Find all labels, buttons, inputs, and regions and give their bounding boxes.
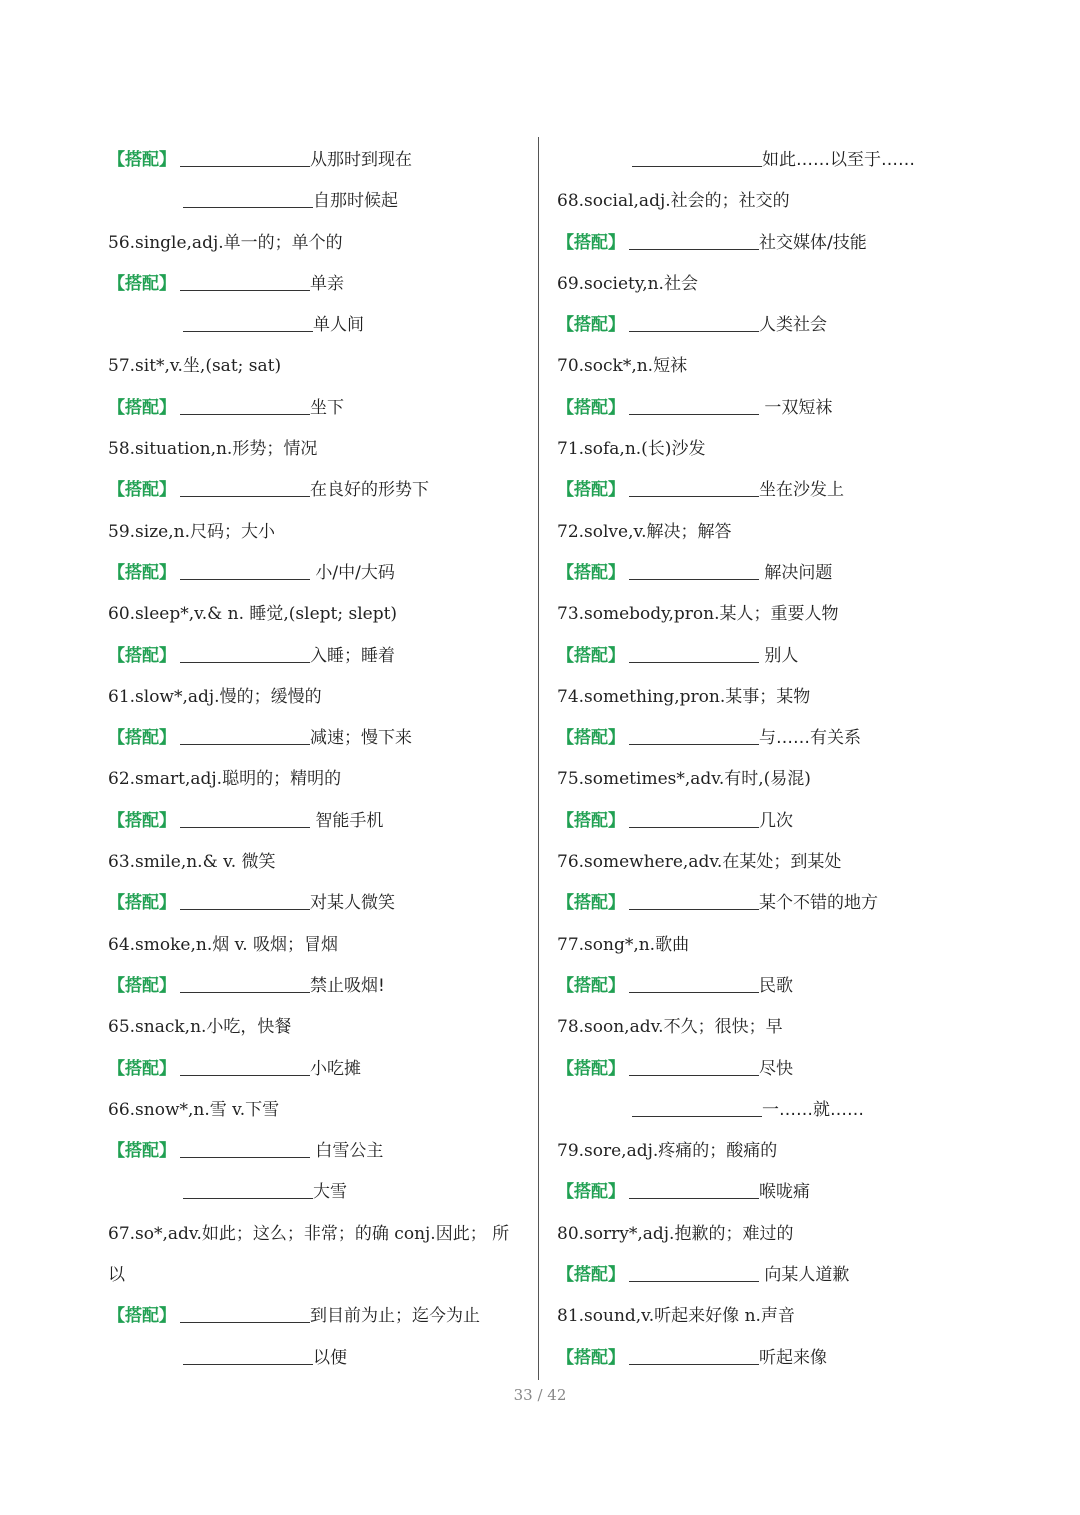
- collocation-meaning: 小/中/大码: [310, 562, 395, 583]
- collocation-meaning: 坐在沙发上: [759, 480, 844, 501]
- vocab-entry: [557, 264, 977, 305]
- vocab-entry: [557, 594, 977, 635]
- collocation-row: [557, 470, 977, 511]
- collocation-row: [557, 1172, 977, 1213]
- collocation-meaning: 大雪: [313, 1182, 347, 1203]
- collocation-row: [108, 1338, 528, 1379]
- fill-in-blank: [629, 642, 759, 663]
- collocation-tag: 【搭配】: [557, 810, 625, 831]
- entry-text: 79.sore,adj.疼痛的；酸痛的: [557, 1141, 778, 1162]
- collocation-meaning: 几次: [759, 810, 793, 831]
- fill-in-blank: [180, 972, 310, 993]
- collocation-tag: 【搭配】: [108, 480, 176, 501]
- fill-in-blank: [629, 1055, 759, 1076]
- vocab-entry: [108, 512, 528, 553]
- collocation-tag: 【搭配】: [557, 728, 625, 749]
- collocation-row: [557, 883, 977, 924]
- collocation-meaning: 解决问题: [759, 562, 833, 583]
- collocation-meaning: 白雪公主: [310, 1141, 384, 1162]
- collocation-tag: 【搭配】: [108, 893, 176, 914]
- collocation-meaning: 向某人道歉: [759, 1265, 850, 1286]
- vocab-entry: [108, 759, 528, 800]
- vocab-entry: [108, 594, 528, 635]
- collocation-tag: 【搭配】: [557, 315, 625, 336]
- fill-in-blank: [629, 1344, 759, 1365]
- collocation-meaning: 自那时候起: [313, 191, 398, 212]
- collocation-tag: 【搭配】: [557, 1347, 625, 1368]
- collocation-row: [108, 140, 528, 181]
- collocation-row: [557, 305, 977, 346]
- collocation-row: [108, 553, 528, 594]
- fill-in-blank: [629, 972, 759, 993]
- entry-text: 76.somewhere,adv.在某处；到某处: [557, 852, 842, 873]
- collocation-meaning: 听起来像: [759, 1347, 827, 1368]
- fill-in-blank: [629, 476, 759, 497]
- vocab-entry: [557, 925, 977, 966]
- collocation-row: [557, 223, 977, 264]
- collocation-meaning: 坐下: [310, 397, 344, 418]
- vocab-entry: [108, 1090, 528, 1131]
- entry-text: 64.smoke,n.烟 v. 吸烟；冒烟: [108, 934, 339, 955]
- right-column: [557, 140, 977, 1379]
- fill-in-blank: [629, 229, 759, 250]
- collocation-row: [108, 1049, 528, 1090]
- collocation-row: [557, 1090, 977, 1131]
- collocation-row: [108, 883, 528, 924]
- vocab-entry: [557, 1131, 977, 1172]
- entry-text: 以: [108, 1265, 125, 1286]
- entry-text: 77.song*,n.歌曲: [557, 934, 690, 955]
- entry-text: 71.sofa,n.(长)沙发: [557, 439, 706, 460]
- column-divider: [538, 137, 539, 1380]
- fill-in-blank: [180, 476, 310, 497]
- vocab-entry: [557, 759, 977, 800]
- entry-text: 73.somebody,pron.某人；重要人物: [557, 604, 839, 625]
- fill-in-blank: [180, 270, 310, 291]
- vocab-entry: [108, 1007, 528, 1048]
- collocation-tag: 【搭配】: [108, 728, 176, 749]
- collocation-tag: 【搭配】: [557, 1058, 625, 1079]
- collocation-meaning: 减速；慢下来: [310, 728, 412, 749]
- fill-in-blank: [180, 1302, 310, 1323]
- vocab-entry: [108, 925, 528, 966]
- collocation-tag: 【搭配】: [557, 1265, 625, 1286]
- collocation-row: [108, 1172, 528, 1213]
- fill-in-blank: [180, 394, 310, 415]
- fill-in-blank: [629, 394, 759, 415]
- entry-text: 63.smile,n.& v. 微笑: [108, 852, 276, 873]
- collocation-row: [557, 140, 977, 181]
- collocation-meaning: 禁止吸烟!: [310, 975, 385, 996]
- entry-text: 78.soon,adv.不久；很快；早: [557, 1017, 783, 1038]
- collocation-tag: 【搭配】: [108, 562, 176, 583]
- fill-in-blank: [183, 1178, 313, 1199]
- entry-text: 81.sound,v.听起来好像 n.声音: [557, 1306, 795, 1327]
- collocation-meaning: 从那时到现在: [310, 150, 412, 170]
- fill-in-blank: [180, 1055, 310, 1076]
- fill-in-blank: [183, 311, 313, 332]
- entry-text: 75.sometimes*,adv.有时,(易混): [557, 769, 811, 790]
- collocation-meaning: 在良好的形势下: [310, 480, 429, 501]
- collocation-row: [108, 636, 528, 677]
- fill-in-blank: [180, 559, 310, 580]
- fill-in-blank: [180, 642, 310, 663]
- fill-in-blank: [629, 1261, 759, 1282]
- entry-text: 58.situation,n.形势；情况: [108, 439, 318, 460]
- vocab-entry: [557, 181, 977, 222]
- collocation-tag: 【搭配】: [557, 562, 625, 583]
- collocation-row: [557, 966, 977, 1007]
- collocation-meaning: 别人: [759, 645, 799, 666]
- collocation-tag: 【搭配】: [108, 1141, 176, 1162]
- collocation-row: [557, 1255, 977, 1296]
- fill-in-blank: [183, 187, 313, 208]
- vocab-entry: [108, 842, 528, 883]
- collocation-row: [108, 305, 528, 346]
- fill-in-blank: [180, 146, 310, 167]
- vocab-entry: [108, 223, 528, 264]
- fill-in-blank: [632, 146, 762, 167]
- collocation-row: [108, 181, 528, 222]
- collocation-row: [557, 1338, 977, 1379]
- entry-text: 67.so*,adv.如此；这么；非常；的确 conj.因此； 所: [108, 1223, 510, 1244]
- vocab-entry: [557, 512, 977, 553]
- collocation-row: [108, 1131, 528, 1172]
- collocation-meaning: 一双短袜: [759, 397, 833, 418]
- collocation-meaning: 单人间: [313, 315, 364, 336]
- vocab-entry: [108, 677, 528, 718]
- page-number: 33 / 42: [513, 1386, 567, 1404]
- collocation-tag: 【搭配】: [557, 893, 625, 914]
- collocation-row: [557, 388, 977, 429]
- vocab-entry: [557, 842, 977, 883]
- entry-text: 69.society,n.社会: [557, 273, 698, 294]
- collocation-meaning: 民歌: [759, 975, 793, 996]
- collocation-tag: 【搭配】: [557, 397, 625, 418]
- vocab-entry: [557, 677, 977, 718]
- fill-in-blank: [180, 724, 310, 745]
- entry-text: 57.sit*,v.坐,(sat; sat): [108, 356, 282, 377]
- collocation-tag: 【搭配】: [108, 397, 176, 418]
- entry-text: 80.sorry*,adj.抱歉的；难过的: [557, 1223, 794, 1244]
- collocation-meaning: 对某人微笑: [310, 893, 395, 914]
- entry-text: 65.snack,n.小吃，快餐: [108, 1017, 292, 1038]
- collocation-meaning: 以便: [313, 1347, 347, 1368]
- vocab-entry: [557, 1214, 977, 1255]
- fill-in-blank: [629, 807, 759, 828]
- collocation-tag: 【搭配】: [557, 480, 625, 501]
- collocation-row: [108, 966, 528, 1007]
- collocation-row: [557, 1049, 977, 1090]
- collocation-tag: 【搭配】: [557, 645, 625, 666]
- vocab-entry: [108, 1255, 528, 1296]
- fill-in-blank: [629, 559, 759, 580]
- vocab-entry: [108, 429, 528, 470]
- collocation-tag: 【搭配】: [108, 1306, 176, 1327]
- collocation-row: [108, 388, 528, 429]
- entry-text: 68.social,adj.社会的；社交的: [557, 191, 790, 212]
- collocation-row: [557, 801, 977, 842]
- entry-text: 66.snow*,n.雪 v.下雪: [108, 1099, 280, 1120]
- collocation-tag: 【搭配】: [108, 1058, 176, 1079]
- collocation-tag: 【搭配】: [108, 975, 176, 996]
- collocation-meaning: 与……有关系: [759, 728, 861, 749]
- fill-in-blank: [180, 889, 310, 910]
- fill-in-blank: [632, 1096, 762, 1117]
- fill-in-blank: [180, 1137, 310, 1158]
- collocation-meaning: 到目前为止；迄今为止: [310, 1306, 480, 1327]
- fill-in-blank: [629, 724, 759, 745]
- vocab-entry: [557, 1296, 977, 1337]
- fill-in-blank: [629, 311, 759, 332]
- collocation-meaning: 小吃摊: [310, 1058, 361, 1079]
- collocation-meaning: 尽快: [759, 1058, 793, 1079]
- collocation-tag: 【搭配】: [108, 273, 176, 294]
- entry-text: 70.sock*,n.短袜: [557, 356, 688, 377]
- fill-in-blank: [629, 1178, 759, 1199]
- collocation-meaning: 智能手机: [310, 810, 384, 831]
- collocation-row: [108, 470, 528, 511]
- collocation-meaning: 喉咙痛: [759, 1182, 810, 1203]
- fill-in-blank: [180, 807, 310, 828]
- collocation-tag: 【搭配】: [557, 1182, 625, 1203]
- collocation-tag: 【搭配】: [108, 645, 176, 666]
- collocation-meaning: 人类社会: [759, 315, 827, 336]
- collocation-meaning: 一……就……: [762, 1099, 864, 1120]
- collocation-row: [108, 718, 528, 759]
- entry-text: 56.single,adj.单一的；单个的: [108, 232, 343, 253]
- collocation-row: [108, 1296, 528, 1337]
- entry-text: 62.smart,adj.聪明的；精明的: [108, 769, 342, 790]
- entry-text: 59.size,n.尺码；大小: [108, 521, 275, 542]
- vocab-entry: [108, 346, 528, 387]
- collocation-tag: 【搭配】: [108, 810, 176, 831]
- collocation-meaning: 单亲: [310, 273, 344, 294]
- collocation-row: [557, 636, 977, 677]
- entry-text: 60.sleep*,v.& n. 睡觉,(slept; slept): [108, 604, 398, 625]
- fill-in-blank: [183, 1344, 313, 1365]
- collocation-tag: 【搭配】: [557, 975, 625, 996]
- collocation-row: [557, 718, 977, 759]
- entry-text: 61.slow*,adj.慢的；缓慢的: [108, 686, 322, 707]
- collocation-meaning: 某个不错的地方: [759, 893, 878, 914]
- entry-text: 74.something,pron.某事；某物: [557, 686, 811, 707]
- vocab-entry: [108, 1214, 528, 1255]
- vocab-entry: [557, 429, 977, 470]
- vocab-entry: [557, 346, 977, 387]
- collocation-row: [557, 553, 977, 594]
- collocation-tag: 【搭配】: [557, 232, 625, 253]
- vocab-entry: [557, 1007, 977, 1048]
- collocation-tag: 【搭配】: [108, 150, 176, 170]
- left-column: [108, 140, 528, 1379]
- collocation-meaning: 入睡；睡着: [310, 645, 395, 666]
- collocation-row: [108, 264, 528, 305]
- collocation-meaning: 社交媒体/技能: [759, 232, 867, 253]
- fill-in-blank: [629, 889, 759, 910]
- collocation-row: [108, 801, 528, 842]
- collocation-meaning: 如此……以至于……: [762, 150, 915, 170]
- entry-text: 72.solve,v.解决；解答: [557, 521, 732, 542]
